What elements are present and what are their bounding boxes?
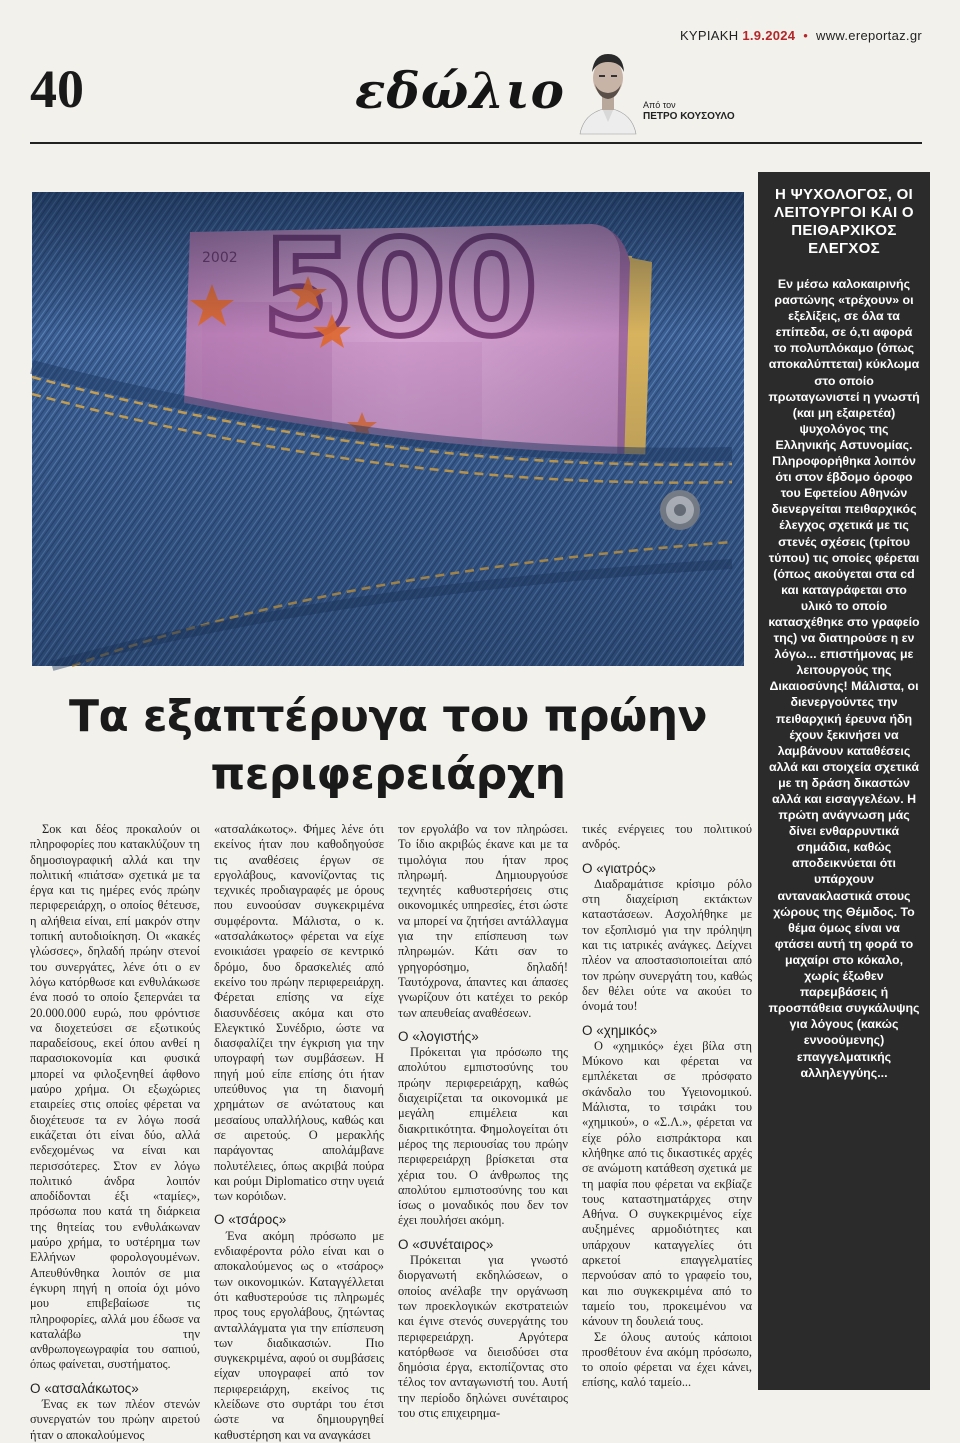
issue-dateline (680, 28, 922, 43)
issue-day: ΚΥΡΙΑΚΗ (679, 28, 739, 43)
header-divider (30, 142, 922, 144)
article-body (30, 822, 752, 1442)
paragraph: Πρόκειται για πρόσωπο της απολύτου εμπιστοσύνης του πρώην περιφερειάρχη, καθώς διαχειρίζεται τα οικονομικά με μεγάλη επιμέλεια και διακριτικότητα. Φημολογείται ότι μέρος της περιουσίας του πρώην περιφερειάρχη βρίσκεται στα χέρια του. Ο άνθρωπος της απολύτου εμπιστοσύνης του και ίσως ο μοναδικός που δεν τον έχει πουλήσει ακόμη. (398, 1045, 568, 1228)
sidebar-box (758, 172, 930, 1390)
sidebar-title: Η ΨΥΧΟΛΟΓΟΣ, ΟΙ ΛΕΙΤΟΥΡΓΟΙ ΚΑΙ Ο ΠΕΙΘΑΡΧΙΚΟΣ ΕΛΕΓΧΟΣ (774, 186, 914, 257)
byline (643, 100, 735, 122)
paragraph: τον εργολάβο να τον πληρώσει. Το ίδιο ακριβώς έκανε και με τα τιμολόγια που ήταν προς πληρωμή. Δημιουργούσε τεχνητές καθυστερήσεις στις οικονομικές υπηρεσίες, έτσι ώστε να μπορεί να ζητήσει αντάλλαγμα για την επίσπευση των πληρωμών. Κάτι σαν το γρηγορόσημο, δηλαδή! Ταυτόχρονα, άπαντες και άπασες γνωρίζουν ότι κατέχει το ρεκόρ των απευθείας αναθέσεων. (398, 822, 568, 1020)
subheading: Ο «συνέταιρος» (398, 1236, 494, 1252)
article-headline (32, 688, 744, 804)
issue-date: 1.9.2024 (742, 28, 796, 43)
headline-line-2: περιφερειάρχη (210, 749, 566, 800)
paragraph: Σοκ και δέος προκαλούν οι πληροφορίες που κατακλύζουν τη δημοσιογραφική αλλά και την πολιτική «πιάτσα» σχετικά με τα έργα και τις ημέρες ενός πρώην περιφερειάρχη, ο οποίος θέτευσε, η αλήθεια είναι, επί μακρόν στην τοπική αυτοδιοίκηση. Οι «κακές γλώσσες», δηλαδή πρώην στενοί του συνεργάτες, λένε ότι ο εν λόγω κατόρθωσε και ενθυλάκωσε ένα ποσό το οποίο ξεπερνάει τα 20.000.000 ευρώ, που φρόντισε να διοχετεύσει σε εξωτικούς παραδείσους, εκεί όπου ανθεί η παρασιοκονομία και φυσικά μπορεί να φιλοξενηθεί άφθονο μαύρο χρήμα. Οι εξωχώριες εταιρείες στις οποίες φέρεται να διοχέτευσε τα εν λόγω ποσά εικάζεται ότι είναι δύο, αλλά ενδεχομένως να είναι και περισσότερες. Στον εν λόγω πολιτικό άνδρα λοιπόν αποδίδονται έξι «ταμίες», πρόσωπα που κατά τη διάρκεια της θητείας του ενθυλάκωναν μαύρο χρήμα, το υστέρημα των Ελλήνων φορολογουμένων. Απευθύνθηκα λοιπόν σε μια έγκυρη πηγή η οποία όχι μόνο μου επιβεβαίωσε τις πληροφορίες, αλλά μου έδωσε να καταλάβω την ανθρωπογεωγραφία του σαπιού, όπως φαίνεται, συστήματος. (30, 822, 200, 1372)
subheading: Ο «χημικός» (582, 1022, 658, 1038)
subheading: Ο «ατσαλάκωτος» (30, 1380, 139, 1396)
article-column-4 (582, 822, 752, 1391)
headline-line-1: Τα εξαπτέρυγα του πρώην (68, 691, 708, 742)
paragraph: Διαδραμάτισε κρίσιμο ρόλο στη διαχείριση εκτάκτων καταστάσεων. Ασχολήθηκε με τον εξοπλισμό για την πρόληψη και τις ιατρικές ανάγκες. Δείχνει πλέον να αποστασιοποιείται από τον πρώην συνεργάτη του, καθώς δεν θέλει ούτε να ακούει το όνομά του! (582, 876, 752, 1014)
page-number: 40 (30, 59, 84, 119)
paragraph: Ένα ακόμη πρόσωπο με ενδιαφέροντα ρόλο είναι και ο αποκαλούμενος ως ο «τσάρος» των οικονομικών. Καταγγέλλεται ότι καθυστερούσε τις πληρωμές προς τους εργολάβους, ζητώντας ανταλλάγματα για την επίσπευση των διαδικασιών. Πιο συγκεκριμένα, αφού οι συμβάσεις είχαν υπογραφεί από τον περιφερειάρχη, εκείνος τις κλείδωνε στο συρτάρι του έτσι ώστε να δημιουργηθεί καθυστέρηση και να αναγκάσει (214, 1228, 384, 1442)
paragraph: Ο «χημικός» έχει βίλα στη Μύκονο και φέρεται να εμπλέκεται σε πρόσφατο σκάνδαλο του Υγειονομικού. Μάλιστα, το τσιράκι του «χημικού», ο «Σ.Λ.», φέρεται να είχε ρόλο εισπράκτορα και κλήθηκε από τις δικαστικές αρχές σε ανώμοτη κατάθεση σχετικά με τη μαφία που φέρεται να εκβίαζε τους καταστηματάρχες στην Αθήνα. Ο συγκεκριμένος είχε αυξημένες αρμοδιότητες και υπάρχουν καταγγελίες ότι αρκετοί επαγγελματίες περνούσαν από το γραφείο του, και πιο συγκεκριμένα από το ταμείο του, προκειμένου να κάνουν τη δουλειά τους. (582, 1038, 752, 1329)
article-column-1 (30, 822, 200, 1443)
paragraph: Πρόκειται για γνωστό διοργανωτή εκδηλώσεων, ο οποίος ανέλαβε την οργάνωση των προεκλογικών εκστρατειών και έγινε στενός συνεργάτης του περιφερειάρχη. Αργότερα κατόρθωσε να διεισδύσει στα δημόσια έργα, εκτοπίζοντας στο τέλος τον ανταγωνιστή του. Αυτή την περίοδο δηλώνει συνέταιρος του στις επιχειρημα- (398, 1253, 568, 1420)
paragraph: Σε όλους αυτούς κάποιοι προσθέτουν ένα ακόμη πρόσωπο, το οποίο φέρεται να έχει κάνει, επίσης, καλό ταμείο... (582, 1329, 752, 1390)
paragraph: Ένας εκ των πλέον στενών συνεργατών του πρώην αιρετού ήταν ο αποκαλούμενος (30, 1396, 200, 1442)
subheading: Ο «τσάρος» (214, 1212, 287, 1228)
paragraph: τικές ενέργειες του πολιτικού ανδρός. (582, 822, 752, 852)
sidebar-body: Εν μέσω καλοκαιρινής ραστώνης «τρέχουν» οι εξελίξεις, σε όλα τα επίπεδα, σε ό,τι αφορά το πολυπλόκαμο (όπως αποκαλύπτεται) κύκλωμα στο οποίο πρωταγωνιστεί η γνωστή (και μη εξαιρετέα) ψυχολόγος της Ελληνικής Αστυνομίας. Πληροφορήθηκα λοιπόν ότι στον έβδομο όροφο του Εφετείου Αθηνών διενεργείται πειθαρχικός έλεγχος σχετικά με τις στενές σχέσεις (τρίτου τύπου) τις οποίες φέρεται (όπως ακούγεται στα cd και καταγράφεται στο υλικό το οποίο κατασχέθηκε στο γραφείο της) να διατηρούσε η εν λόγω... επιστήμονας με λειτουργούς της Δικαιοσύνης! Μάλιστα, οι διενεργούντες την πειθαρχική έρευνα ήδη έχουν ξεκινήσει να λαμβάνουν καταθέσεις αλλά και στοιχεία σχετικά με τη δράση δικαστών αλλά και εισαγγελέων. Η πρώτη ανάγνωση μάς δίνει ενθαρρυντικά σημάδια, καθώς αποδεικνύεται ότι υπάρχουν αντανακλαστικά στους χώρους της Θέμιδος. Το θέμα όμως είναι να φτάσει αυτή τη φορά το μαχαίρι στο κόκαλο, χωρίς έξωθεν παρεμβάσεις ή προσπάθεια συγκάλυψης για λόγους (κακώς εννοούμενης) επαγγελματικής αλληλεγγύης... (768, 277, 920, 1080)
subheading: Ο «λογιστής» (398, 1028, 479, 1044)
paragraph: «ατσαλάκωτος». Φήμες λένε ότι εκείνος ήταν που καθοδηγούσε τις αναθέσεις έργων σε εργολάβους, κανονίζοντας τις τεχνικές προδιαγραφές με όρους που ευνοούσαν συγκεκριμένα συμφέροντα. Μάλιστα, ο κ. «ατσαλάκωτος» φέρεται να είχε ενοικιάσει γραφείο σε κεντρικό δρόμο, δυο δρασκελιές από εκείνο του πρώην περιφερειάρχη. Φέρεται επίσης να είχε διασυνδέσεις ακόμα και στο Ελεγκτικό Συνέδριο, ώστε να διασφαλίζει την έγκριση για την υπογραφή των συμβάσεων. Η πηγή μού είπε επίσης ότι ήταν υπεύθυνος για τη διανομή χρημάτων σε ανώτατους και μεσαίους υπαλλήλους, καθώς και σε αιρετούς. Ο μερακλής παράγοντας απολάμβανε πολυτέλειες, όπως ακριβά πούρα και ρούμι Diplomatico στην υγειά των κορόιδων. (214, 822, 384, 1204)
article-column-2 (214, 822, 384, 1443)
jeans-pocket-banknotes-illustration (32, 192, 744, 666)
columnist-portrait (578, 42, 638, 134)
dateline-separator: • (803, 28, 809, 43)
article-photo (32, 192, 744, 666)
byline-prefix: Από τον (643, 100, 676, 110)
byline-author: ΠΕΤΡΟ ΚΟΥΣΟΥΛΟ (643, 111, 735, 122)
website-link[interactable]: www.ereportaz.gr (816, 28, 922, 43)
subheading: Ο «γιατρός» (582, 860, 656, 876)
section-title: εδώλιο (355, 61, 565, 120)
article-column-3 (398, 822, 568, 1421)
